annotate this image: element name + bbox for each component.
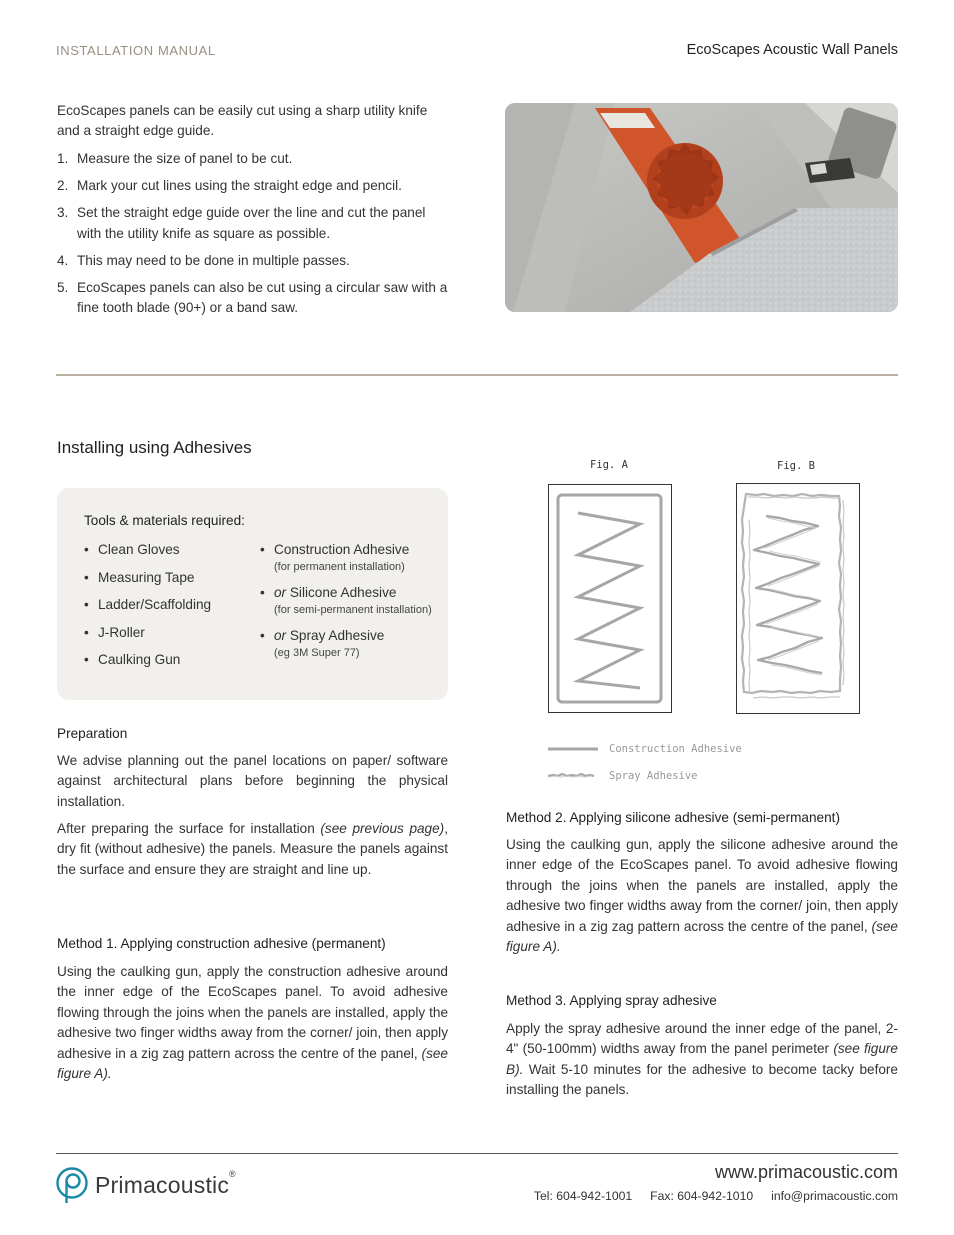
contact-line	[534, 1189, 898, 1203]
cutting-step: 2. Mark your cut lines using the straight edge and pencil.	[57, 178, 402, 194]
email-link[interactable]: info@primacoustic.com	[771, 1189, 898, 1203]
header-product-title: EcoScapes Acoustic Wall Panels	[686, 42, 898, 58]
list-item: • Ladder/Scaffolding	[84, 597, 212, 612]
primacoustic-logo-icon	[56, 1165, 90, 1205]
legend-construction-label: Construction Adhesive	[609, 743, 742, 755]
legend-spray-label: Spray Adhesive	[609, 770, 698, 782]
figure-b-panel	[737, 484, 860, 714]
list-item: • J-Roller	[84, 624, 145, 640]
list-item: • Measuring Tape	[84, 569, 195, 585]
cutting-step: 4. This may need to be done in multiple passes.	[57, 252, 350, 268]
list-item: • Caulking Gun	[84, 652, 181, 667]
primacoustic-logo	[56, 1165, 236, 1205]
table-saw-photo	[505, 103, 898, 312]
method3-paragraph: Apply the spray adhesive around the inner edge of the panel, 2-4" (50-100mm) widths away from the panel perimeter (see figure B). Wait 5-10 minutes for the adhesive to become tacky before installing the panels.	[506, 1021, 898, 1098]
registered-mark: ®	[229, 1169, 236, 1179]
preparation-paragraph-2: After preparing the surface for installation (see previous page), dry fit (without adhesive) the panels. Measure the panels against the surface and ensure they are straight and line up.	[57, 821, 448, 877]
method2-paragraph: Using the caulking gun, apply the silicone adhesive around the inner edge of the EcoScapes panel. To avoid adhesive flowing through the joins when the panels are installed, apply the adhesive two finger widths away from the corner/ join, then apply adhesive in a zig zag pattern across the centre of the panel, (see figure A).	[506, 837, 898, 955]
list-item: • Construction Adhesive (for permanent installation)	[260, 542, 410, 573]
tools-list-left	[84, 541, 211, 679]
adhesives-section-title: Installing using Adhesives	[57, 438, 252, 457]
preparation-paragraph-1: We advise planning out the panel locations on paper/ software against architectural plans before beginning the physical installation.	[57, 753, 448, 809]
method2-title: Method 2. Applying silicone adhesive (semi-permanent)	[506, 810, 840, 825]
website-link[interactable]: www.primacoustic.com	[714, 1162, 898, 1182]
cutting-step: 3. Set the straight edge guide over the line and cut the panel with the utility knife as square as possible.	[57, 205, 426, 241]
preparation-title: Preparation	[57, 726, 128, 741]
list-item: • or Silicone Adhesive (for semi-permanent installation)	[260, 585, 432, 616]
cutting-steps-list	[57, 149, 452, 325]
cutting-step: 5. EcoScapes panels can also be cut using a circular saw with a fine tooth blade (90+) or a band saw.	[57, 279, 448, 316]
table-saw-illustration	[505, 103, 898, 312]
header-section-label: INSTALLATION MANUAL	[56, 43, 216, 58]
method1-title: Method 1. Applying construction adhesive (permanent)	[57, 936, 386, 951]
list-item: • or Spray Adhesive (eg 3M Super 77)	[260, 628, 385, 659]
method3-title: Method 3. Applying spray adhesive	[506, 993, 717, 1008]
figure-a-panel	[549, 485, 672, 713]
phone-number: Tel: 604-942-1001	[533, 1189, 633, 1203]
section-divider	[56, 374, 898, 376]
footer-divider	[56, 1153, 898, 1154]
method1-paragraph: Using the caulking gun, apply the construction adhesive around the inner edge of the EcoScapes panel. To avoid adhesive flowing through the joins when the panels are installed, apply the adhesive two finger widths away from the corner/ join, then apply adhesive in a zig zag pattern across the centre of the panel, (see figure A).	[57, 964, 448, 1082]
figure-b-label: Fig. B	[777, 460, 815, 472]
brand-name: Primacoustic	[95, 1171, 230, 1198]
cutting-step: 1. Measure the size of panel to be cut.	[57, 151, 293, 166]
list-item: • Clean Gloves	[84, 542, 180, 557]
tools-list-right	[260, 541, 440, 661]
cutting-intro: EcoScapes panels can be easily cut using a sharp utility knife and a straight edge guide.	[57, 103, 428, 139]
tools-materials-title: Tools & materials required:	[84, 513, 245, 528]
fax-number: Fax: 604-942-1010	[650, 1189, 754, 1203]
figure-a-label: Fig. A	[590, 459, 628, 471]
